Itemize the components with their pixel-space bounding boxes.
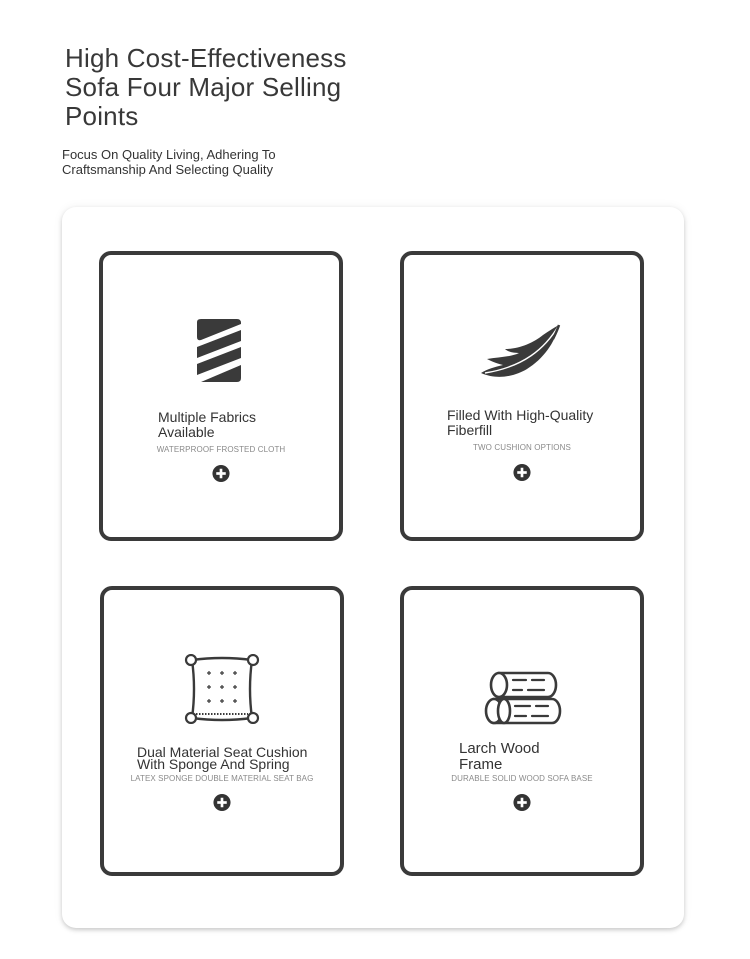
selling-point-card-cushion (100, 586, 344, 876)
plus-circle-icon[interactable] (513, 463, 532, 482)
selling-point-card-wood-frame (400, 586, 644, 876)
page-title (65, 44, 395, 131)
selling-point-card-fiberfill (400, 251, 644, 541)
card-title-line: Multiple Fabrics (158, 409, 257, 425)
cushion-icon (184, 654, 260, 724)
card-title-line: Frame (459, 755, 503, 773)
wood-logs-icon (482, 671, 562, 727)
card-title (447, 408, 593, 438)
selling-point-card-fabrics (99, 251, 343, 541)
feather-icon (477, 323, 567, 385)
selling-points-panel (62, 207, 684, 928)
page-subtitle-line: Craftsmanship And Selecting Quality (62, 162, 273, 177)
card-title-line: Dual Material Seat Cushion (137, 744, 308, 760)
card-title (137, 745, 307, 772)
card-title (158, 410, 256, 440)
page-subtitle-line: Focus On Quality Living, Adhering To (62, 147, 276, 162)
plus-circle-icon[interactable] (212, 464, 231, 483)
page-title-line: High Cost-Effectiveness (65, 43, 347, 73)
card-subtitle: DURABLE SOLID WOOD SOFA BASE (451, 774, 593, 783)
card-title-line: Larch Wood (459, 740, 540, 757)
striped-fabric-icon (193, 319, 249, 389)
card-subtitle: WATERPROOF FROSTED CLOTH (156, 445, 286, 454)
card-title (459, 741, 540, 772)
card-subtitle: LATEX SPONGE DOUBLE MATERIAL SEAT BAG (130, 774, 314, 783)
card-subtitle: TWO CUSHION OPTIONS (473, 443, 571, 452)
plus-circle-icon[interactable] (213, 793, 232, 812)
plus-circle-icon[interactable] (513, 793, 532, 812)
page-subtitle (62, 147, 362, 177)
card-title-line: Available (158, 424, 215, 440)
card-title-line: Filled With High-Quality (447, 407, 594, 423)
card-title-line: With Sponge And Spring (137, 756, 290, 772)
card-title-line: Fiberfill (447, 422, 493, 438)
page-title-line: Points (65, 101, 139, 131)
page-title-line: Sofa Four Major Selling (65, 72, 342, 102)
